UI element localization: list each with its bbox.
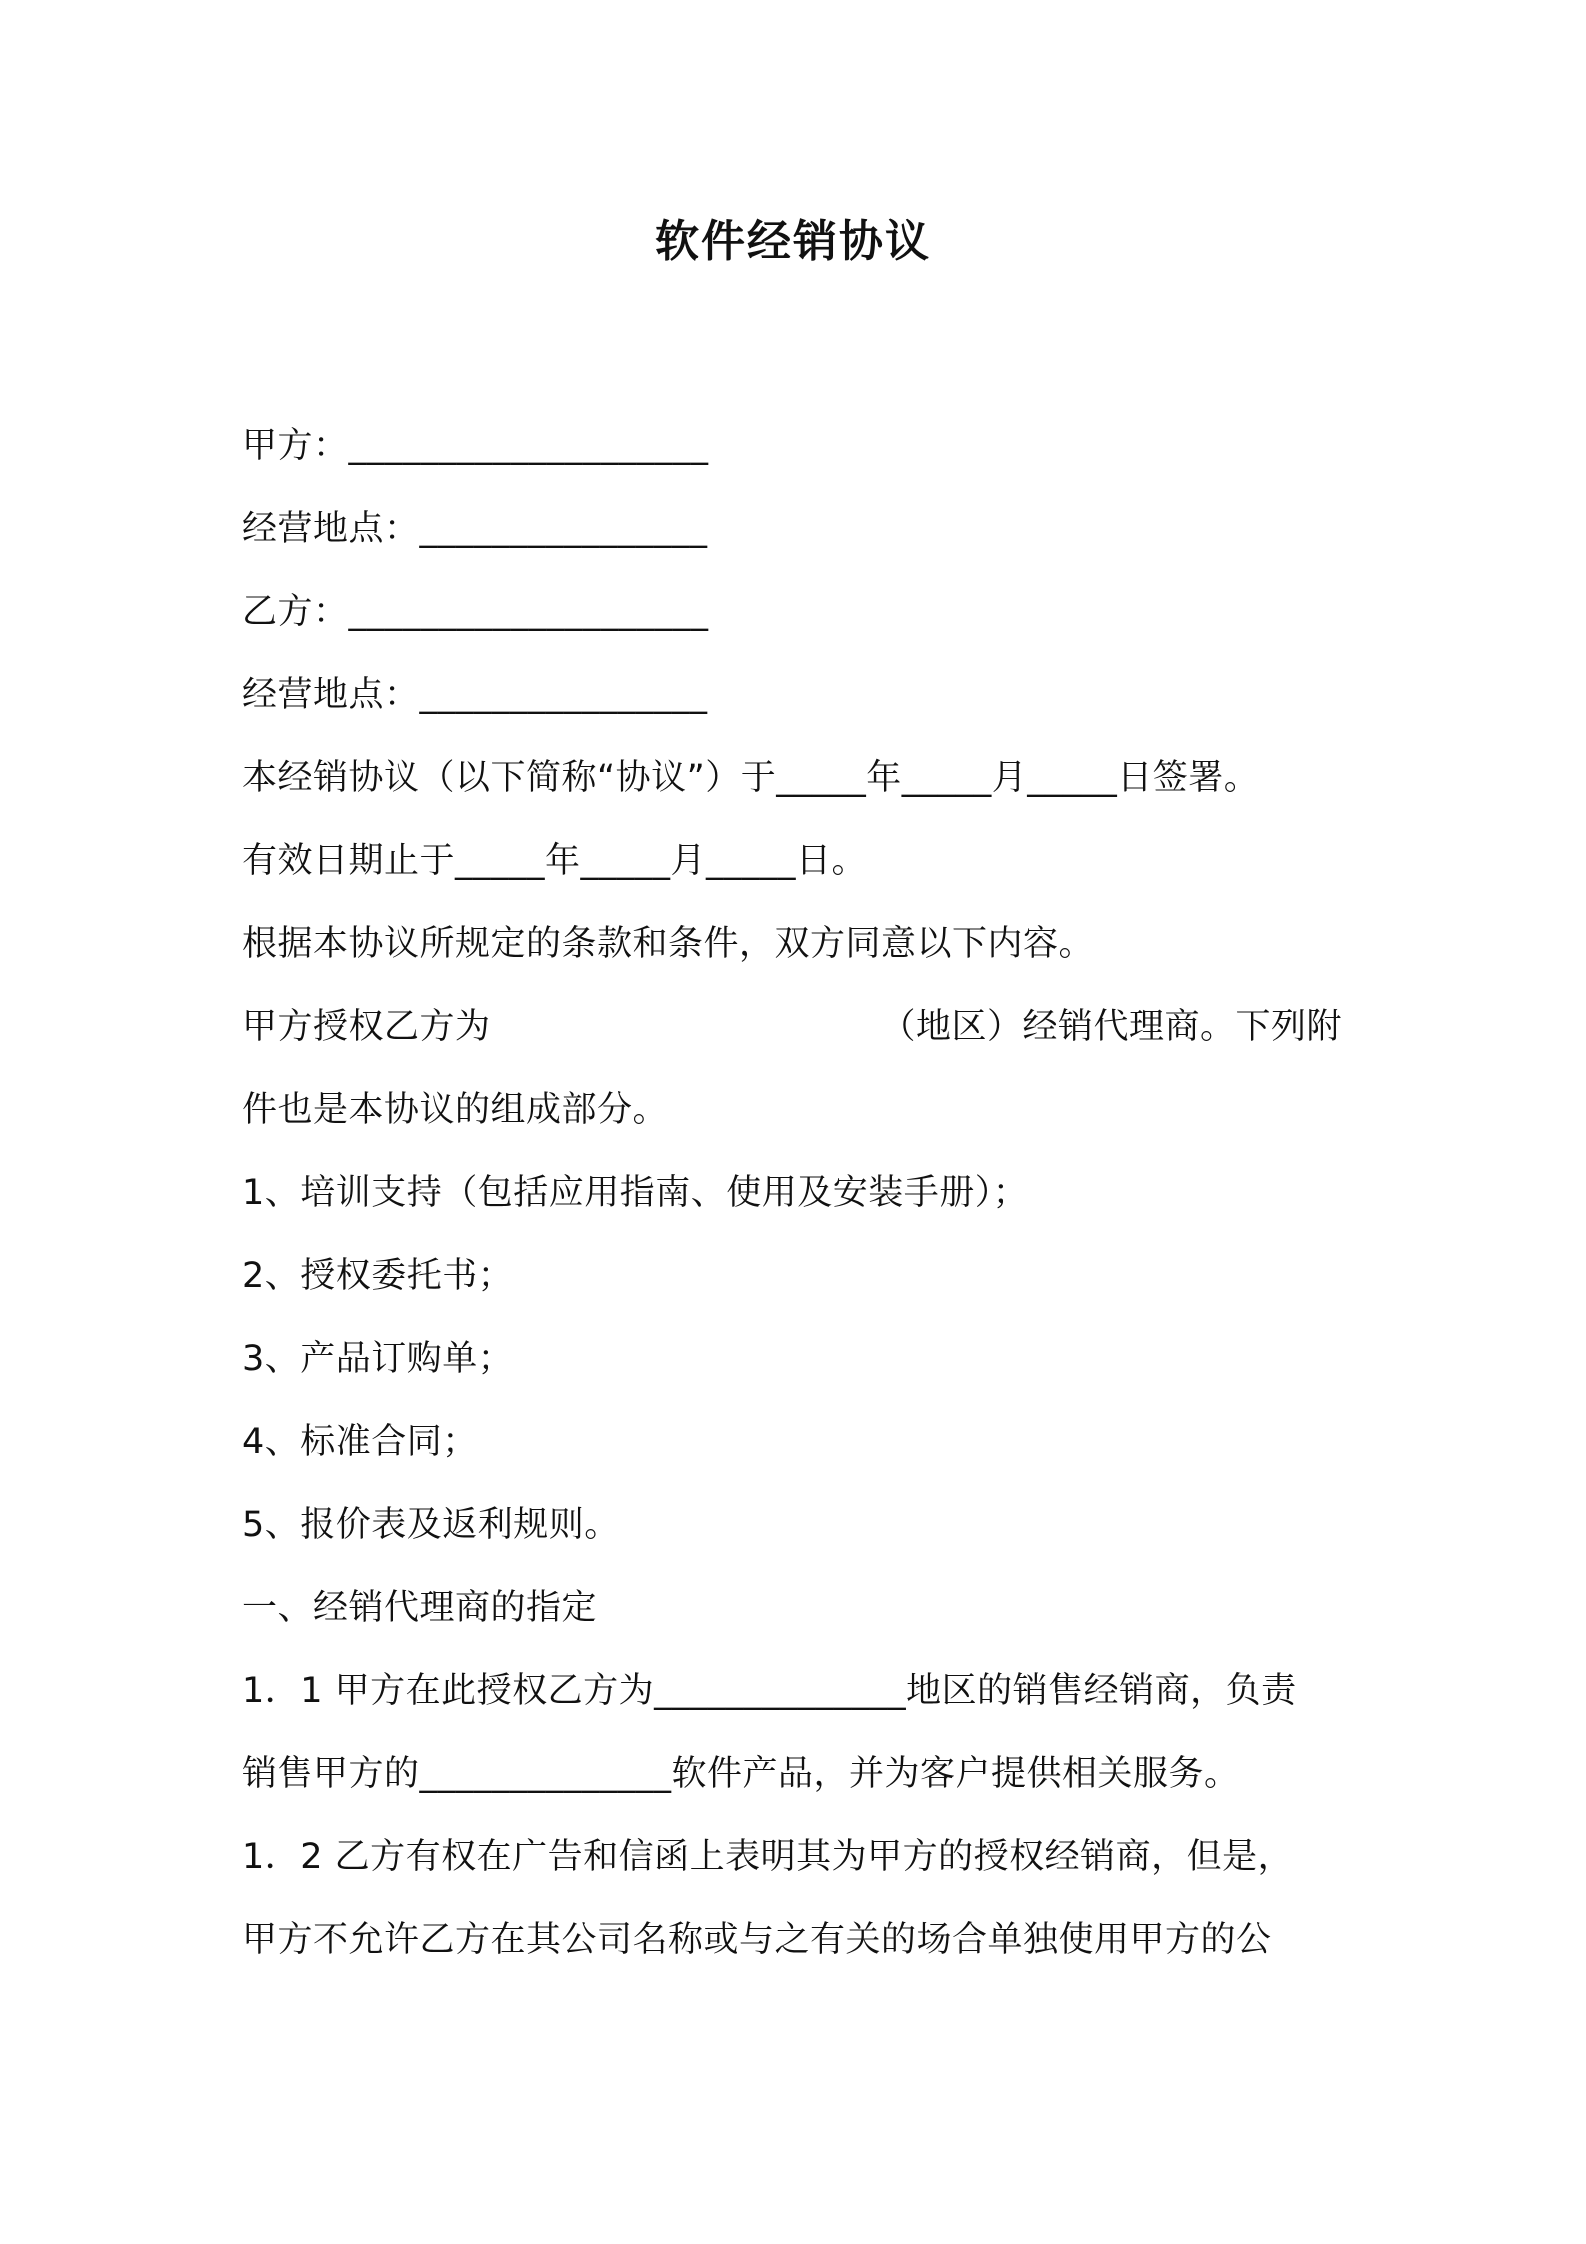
- clause-1-2-line-1: 1．2 乙方有权在广告和信函上表明其为甲方的授权经销商，但是，: [242, 1837, 1294, 1877]
- signing-date-line: 本经销协议（以下简称“协议”）于_____年_____月_____日签署。: [242, 758, 1260, 798]
- grant-text-start: 甲方授权乙方为: [242, 1007, 491, 1047]
- party-b-line: 乙方：____________________: [242, 592, 709, 632]
- section-1-heading: 一、经销代理商的指定: [242, 1588, 598, 1628]
- party-a-line: 甲方：____________________: [242, 426, 709, 466]
- party-a-address-line: 经营地点：________________: [242, 509, 708, 549]
- annex-item-1: 1、培训支持（包括应用指南、使用及安装手册）；: [242, 1173, 1029, 1213]
- clause-1-1-line-1: 1．1 甲方在此授权乙方为______________地区的销售经销商，负责: [242, 1671, 1297, 1711]
- annex-item-4: 4、标准合同；: [242, 1422, 478, 1462]
- document-body: [242, 405, 1360, 1982]
- grant-continuation-line: 件也是本协议的组成部分。: [242, 1090, 669, 1130]
- grant-line: [242, 986, 1360, 1069]
- annex-item-2: 2、授权委托书；: [242, 1256, 514, 1296]
- clause-1-1-line-2: 销售甲方的______________软件产品，并为客户提供相关服务。: [242, 1754, 1240, 1794]
- annex-item-5: 5、报价表及返利规则。: [242, 1505, 620, 1545]
- validity-date-line: 有效日期止于_____年_____月_____日。: [242, 841, 868, 881]
- document-title: 软件经销协议: [655, 216, 931, 267]
- grant-text-end: （地区）经销代理商。下列附: [880, 1007, 1343, 1047]
- agreement-basis-line: 根据本协议所规定的条款和条件，双方同意以下内容。: [242, 924, 1095, 964]
- party-b-address-line: 经营地点：________________: [242, 675, 708, 715]
- annex-item-3: 3、产品订购单；: [242, 1339, 514, 1379]
- clause-1-2-line-2: 甲方不允许乙方在其公司名称或与之有关的场合单独使用甲方的公: [242, 1920, 1272, 1960]
